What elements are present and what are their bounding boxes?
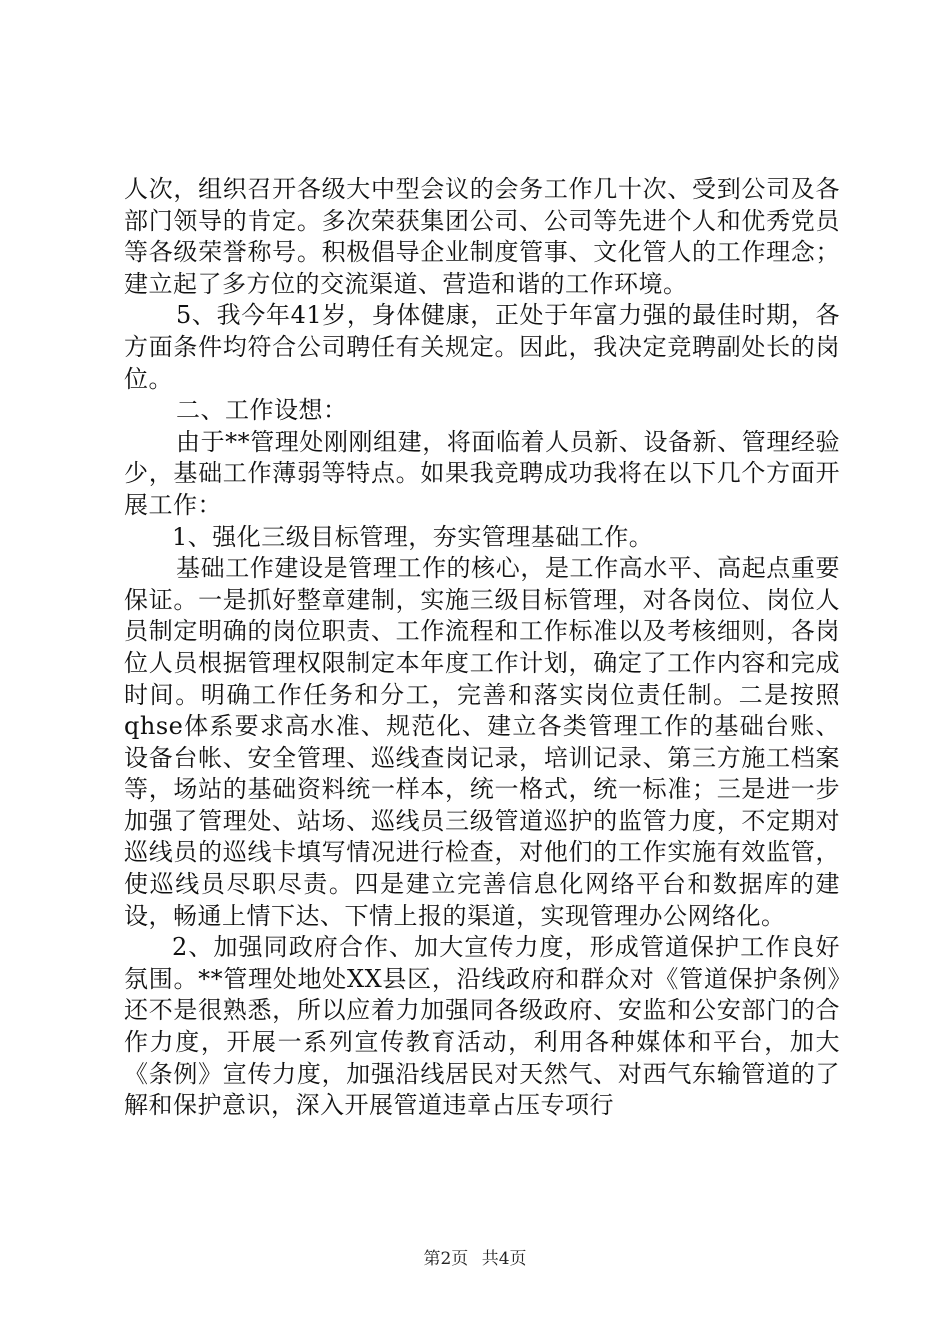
paragraph-continuation: 人次，组织召开各级大中型会议的会务工作几十次、受到公司及各部门领导的肯定。多次荣获集团公司、公司等先进个人和优秀党员等各级荣誉称号。积极倡导企业制度管事、文化管人的工作理念；建立起了多方位的交流渠道、营造和谐的工作环境。 [124,175,840,298]
page-footer [0,1244,950,1269]
paragraph-basic-work: 基础工作建设是管理工作的核心，是工作高水平、高起点重要保证。一是抓好整章建制，实施三级目标管理，对各岗位、岗位人员制定明确的岗位职责、工作流程和工作标准以及考核细则，各岗位人员根据管理权限制定本年度工作计划，确定了工作内容和完成时间。明确工作任务和分工，完善和落实岗位责任制。二是按照qhse体系要求高水准、规范化、建立各类管理工作的基础台账、设备台帐、安全管理、巡线查岗记录，培训记录、第三方施工档案等，场站的基础资料统一样本，统一格式，统一标准；三是进一步加强了管理处、站场、巡线员三级管道巡护的监管力度，不定期对巡线员的巡线卡填写情况进行检查，对他们的工作实施有效监管，使巡线员尽职尽责。四是建立完善信息化网络平台和数据库的建设，畅通上情下达、下情上报的渠道，实现管理办公网络化。 [124,554,840,930]
paragraph-item-2: 2、加强同政府合作、加大宣传力度，形成管道保护工作良好氛围。**管理处地处XX县区，沿线政府和群众对《管道保护条例》还不是很熟悉，所以应着力加强同各级政府、安监和公安部门的合作力度，开展一系列宣传教育活动，利用各种媒体和平台，加大《条例》宣传力度，加强沿线居民对天然气、对西气东输管道的了解和保护意识，深入开展管道违章占压专项行 [124,933,840,1120]
paragraph-item-5: 5、我今年41岁，身体健康，正处于年富力强的最佳时期，各方面条件均符合公司聘任有关规定。因此，我决定竞聘副处长的岗位。 [124,301,840,393]
section-heading-work-plan: 二、工作设想： [176,396,348,425]
page-total: 共4页 [481,1249,527,1269]
subheading-item-1: 1、强化三级目标管理，夯实管理基础工作。 [172,522,654,551]
page-number: 第2页 [423,1249,469,1269]
document-body [124,174,840,1122]
paragraph-intro: 由于**管理处刚刚组建，将面临着人员新、设备新、管理经验少，基础工作薄弱等特点。如果我竞聘成功我将在以下几个方面开展工作： [124,427,840,519]
